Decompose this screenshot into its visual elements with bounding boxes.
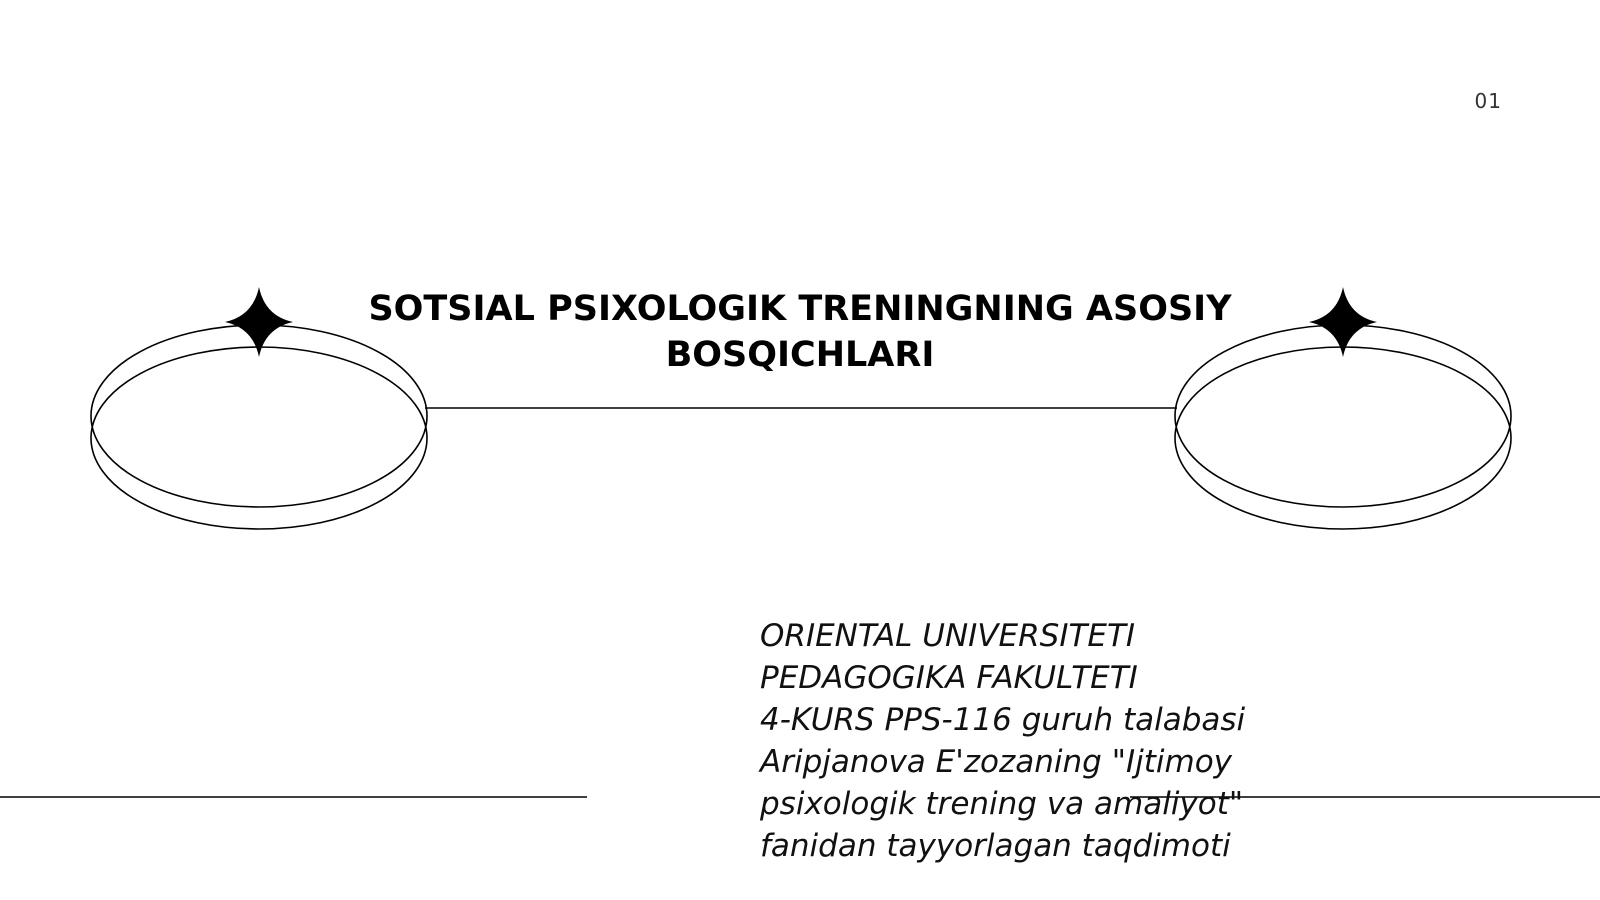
subtitle-line: fanidan tayyorlagan taqdimoti — [760, 828, 1231, 864]
subtitle-line: 4-KURS PPS-116 guruh talabasi — [760, 702, 1246, 738]
subtitle-line: Aripjanova E'zozaning "Ijtimoy — [760, 744, 1233, 780]
four-point-star-icon — [225, 287, 293, 357]
subtitle-line: PEDAGOGIKA FAKULTETI — [760, 660, 1138, 696]
four-point-star-icon — [1309, 287, 1377, 357]
slide-title: SOTSIAL PSIXOLOGIK TRENINGNING ASOSIY BOSQICHLARI — [368, 289, 1232, 375]
author-info — [760, 615, 1340, 867]
page-number: 01 — [1474, 89, 1502, 113]
subtitle-line: psixologik trening va amaliyot" — [760, 786, 1244, 822]
subtitle-line: ORIENTAL UNIVERSITETI — [760, 618, 1136, 654]
